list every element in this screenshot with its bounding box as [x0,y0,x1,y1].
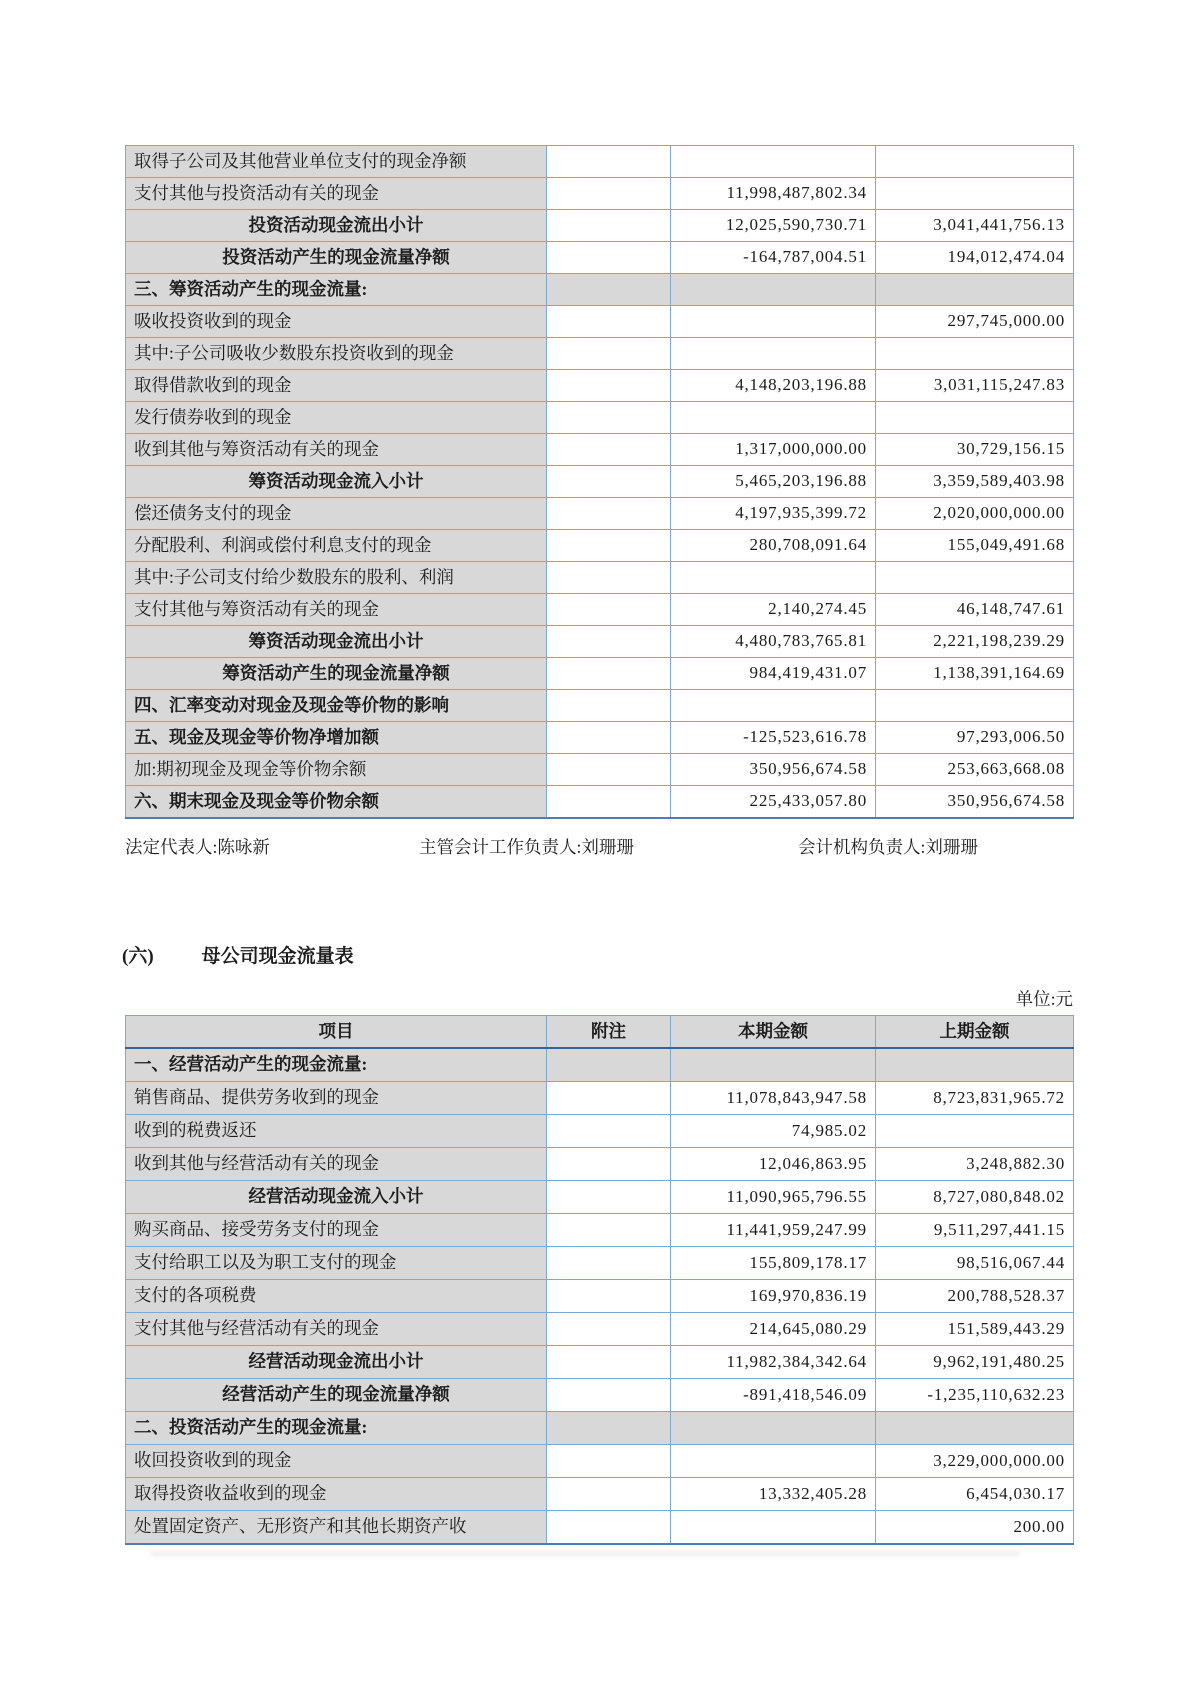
table-row [126,658,1074,690]
note-cell [547,210,671,242]
table-row [126,498,1074,530]
row-label-cell: 发行债券收到的现金 [126,402,547,434]
table-row [126,146,1074,178]
row-label-cell: 六、期末现金及现金等价物余额 [126,786,547,819]
current-amount-cell [671,562,876,594]
table-row [126,1313,1074,1346]
table-row [126,178,1074,210]
row-label-cell: 支付其他与经营活动有关的现金 [126,1313,547,1346]
current-amount-cell: 2,140,274.45 [671,594,876,626]
current-amount-cell: 11,441,959,247.99 [671,1214,876,1247]
current-amount-cell [671,338,876,370]
prior-amount-cell [876,402,1074,434]
table-row [126,626,1074,658]
row-label-cell: 其中:子公司支付给少数股东的股利、利润 [126,562,547,594]
legal-representative-signature: 法定代表人:陈咏新 [125,837,270,857]
note-cell [547,1181,671,1214]
current-amount-cell: 225,433,057.80 [671,786,876,819]
note-cell [547,242,671,274]
note-cell [547,1313,671,1346]
note-cell [547,434,671,466]
note-cell [547,626,671,658]
prior-amount-cell [876,146,1074,178]
current-amount-cell: 155,809,178.17 [671,1247,876,1280]
current-amount-cell [671,1412,876,1445]
note-cell [547,1280,671,1313]
table-row [126,722,1074,754]
row-label-cell: 取得投资收益收到的现金 [126,1478,547,1511]
current-amount-cell: 1,317,000,000.00 [671,434,876,466]
current-amount-cell [671,146,876,178]
row-label-cell: 支付给职工以及为职工支付的现金 [126,1247,547,1280]
scan-shadow-artifact [150,1551,1020,1556]
current-amount-cell [671,274,876,306]
row-label-cell: 支付其他与筹资活动有关的现金 [126,594,547,626]
row-label-cell: 销售商品、提供劳务收到的现金 [126,1082,547,1115]
current-amount-cell [671,1445,876,1478]
header-item: 项目 [126,1016,547,1049]
prior-amount-cell: 297,745,000.00 [876,306,1074,338]
table-row [126,1280,1074,1313]
unit-label: 单位:元 [1015,989,1073,1009]
row-label-cell: 经营活动产生的现金流量净额 [126,1379,547,1412]
prior-amount-cell: 8,727,080,848.02 [876,1181,1074,1214]
consolidated-cash-flow-table-continued [125,145,1074,819]
table-row [126,1115,1074,1148]
current-amount-cell: 214,645,080.29 [671,1313,876,1346]
note-cell [547,370,671,402]
header-row [126,1016,1074,1049]
current-amount-cell: 11,078,843,947.58 [671,1082,876,1115]
row-label-cell: 处置固定资产、无形资产和其他长期资产收 [126,1511,547,1545]
note-cell [547,306,671,338]
prior-amount-cell [876,274,1074,306]
row-label-cell: 投资活动现金流出小计 [126,210,547,242]
current-amount-cell: 4,480,783,765.81 [671,626,876,658]
row-label-cell: 筹资活动现金流入小计 [126,466,547,498]
current-amount-cell: 12,025,590,730.71 [671,210,876,242]
prior-amount-cell: 200,788,528.37 [876,1280,1074,1313]
accounting-department-head-signature: 会计机构负责人:刘珊珊 [798,837,978,857]
prior-amount-cell: 2,020,000,000.00 [876,498,1074,530]
table-row [126,1379,1074,1412]
current-amount-cell: -125,523,616.78 [671,722,876,754]
current-amount-cell: 4,148,203,196.88 [671,370,876,402]
chief-accounting-officer-signature: 主管会计工作负责人:刘珊珊 [419,837,634,857]
note-cell [547,1445,671,1478]
table-row [126,1148,1074,1181]
prior-amount-cell [876,562,1074,594]
table-row [126,1478,1074,1511]
row-label-cell: 投资活动产生的现金流量净额 [126,242,547,274]
table-row [126,210,1074,242]
note-cell [547,1214,671,1247]
note-cell [547,562,671,594]
row-label-cell: 经营活动现金流入小计 [126,1181,547,1214]
row-label-cell: 支付其他与投资活动有关的现金 [126,178,547,210]
table-row [126,370,1074,402]
row-label-cell: 一、经营活动产生的现金流量: [126,1048,547,1082]
section-index: (六) [122,946,154,967]
note-cell [547,1511,671,1545]
prior-amount-cell: 3,041,441,756.13 [876,210,1074,242]
row-label-cell: 三、筹资活动产生的现金流量: [126,274,547,306]
table-row [126,562,1074,594]
prior-amount-cell: 8,723,831,965.72 [876,1082,1074,1115]
current-amount-cell: 280,708,091.64 [671,530,876,562]
section-title: 母公司现金流量表 [201,946,354,967]
prior-amount-cell [876,690,1074,722]
prior-amount-cell: 46,148,747.61 [876,594,1074,626]
note-cell [547,1247,671,1280]
note-cell [547,786,671,819]
prior-amount-cell [876,1115,1074,1148]
note-cell [547,402,671,434]
current-amount-cell [671,306,876,338]
note-cell [547,466,671,498]
table-row [126,1445,1074,1478]
table-row [126,1247,1074,1280]
prior-amount-cell: -1,235,110,632.23 [876,1379,1074,1412]
prior-amount-cell: 350,956,674.58 [876,786,1074,819]
current-amount-cell: 984,419,431.07 [671,658,876,690]
prior-amount-cell: 30,729,156.15 [876,434,1074,466]
row-label-cell: 收到其他与筹资活动有关的现金 [126,434,547,466]
row-label-cell: 加:期初现金及现金等价物余额 [126,754,547,786]
prior-amount-cell: 3,359,589,403.98 [876,466,1074,498]
note-cell [547,498,671,530]
note-cell [547,722,671,754]
note-cell [547,1379,671,1412]
note-cell [547,274,671,306]
table-row [126,1082,1074,1115]
prior-amount-cell: 98,516,067.44 [876,1247,1074,1280]
row-label-cell: 经营活动现金流出小计 [126,1346,547,1379]
prior-amount-cell: 3,229,000,000.00 [876,1445,1074,1478]
note-cell [547,754,671,786]
cash-flow-table-2 [125,1015,1074,1545]
note-cell [547,1048,671,1082]
table-row [126,466,1074,498]
current-amount-cell [671,690,876,722]
row-label-cell: 收到其他与经营活动有关的现金 [126,1148,547,1181]
current-amount-cell [671,402,876,434]
row-label-cell: 四、汇率变动对现金及现金等价物的影响 [126,690,547,722]
prior-amount-cell: 194,012,474.04 [876,242,1074,274]
current-amount-cell: 11,998,487,802.34 [671,178,876,210]
current-amount-cell: 11,090,965,796.55 [671,1181,876,1214]
table-row [126,402,1074,434]
table-row [126,434,1074,466]
note-cell [547,1115,671,1148]
table2-body [126,1048,1074,1544]
row-label-cell: 分配股利、利润或偿付利息支付的现金 [126,530,547,562]
row-label-cell: 二、投资活动产生的现金流量: [126,1412,547,1445]
note-cell [547,530,671,562]
current-amount-cell: 13,332,405.28 [671,1478,876,1511]
row-label-cell: 五、现金及现金等价物净增加额 [126,722,547,754]
row-label-cell: 取得子公司及其他营业单位支付的现金净额 [126,146,547,178]
table1-body [126,146,1074,819]
table-row [126,754,1074,786]
prior-amount-cell: 9,511,297,441.15 [876,1214,1074,1247]
prior-amount-cell: 200.00 [876,1511,1074,1545]
row-label-cell: 支付的各项税费 [126,1280,547,1313]
note-cell [547,1082,671,1115]
note-cell [547,338,671,370]
row-label-cell: 筹资活动产生的现金流量净额 [126,658,547,690]
note-cell [547,1478,671,1511]
header-current-period: 本期金额 [671,1016,876,1049]
row-label-cell: 收到的税费返还 [126,1115,547,1148]
note-cell [547,658,671,690]
row-label-cell: 其中:子公司吸收少数股东投资收到的现金 [126,338,547,370]
current-amount-cell: -891,418,546.09 [671,1379,876,1412]
prior-amount-cell: 1,138,391,164.69 [876,658,1074,690]
prior-amount-cell: 3,031,115,247.83 [876,370,1074,402]
note-cell [547,1148,671,1181]
prior-amount-cell: 97,293,006.50 [876,722,1074,754]
row-label-cell: 取得借款收到的现金 [126,370,547,402]
prior-amount-cell: 3,248,882.30 [876,1148,1074,1181]
table-row [126,1346,1074,1379]
current-amount-cell: 5,465,203,196.88 [671,466,876,498]
note-cell [547,146,671,178]
prior-amount-cell: 253,663,668.08 [876,754,1074,786]
row-label-cell: 吸收投资收到的现金 [126,306,547,338]
current-amount-cell: 350,956,674.58 [671,754,876,786]
table2-header [126,1016,1074,1049]
table-row [126,1214,1074,1247]
table-row [126,530,1074,562]
table-row [126,786,1074,819]
section-header-row [126,1048,1074,1082]
current-amount-cell [671,1048,876,1082]
prior-amount-cell [876,338,1074,370]
note-cell [547,1412,671,1445]
current-amount-cell: 169,970,836.19 [671,1280,876,1313]
current-amount-cell: 12,046,863.95 [671,1148,876,1181]
row-label-cell: 购买商品、接受劳务支付的现金 [126,1214,547,1247]
row-label-cell: 收回投资收到的现金 [126,1445,547,1478]
prior-amount-cell: 151,589,443.29 [876,1313,1074,1346]
table-row [126,242,1074,274]
prior-amount-cell: 2,221,198,239.29 [876,626,1074,658]
table-row [126,338,1074,370]
header-note: 附注 [547,1016,671,1049]
note-cell [547,594,671,626]
table-row [126,1181,1074,1214]
prior-amount-cell: 155,049,491.68 [876,530,1074,562]
table-row [126,690,1074,722]
prior-amount-cell [876,178,1074,210]
section-header-row [126,274,1074,306]
table-row [126,306,1074,338]
note-cell [547,1346,671,1379]
note-cell [547,178,671,210]
current-amount-cell: -164,787,004.51 [671,242,876,274]
prior-amount-cell: 6,454,030.17 [876,1478,1074,1511]
section-heading [122,941,354,968]
table-row [126,594,1074,626]
header-prior-period: 上期金额 [876,1016,1074,1049]
prior-amount-cell: 9,962,191,480.25 [876,1346,1074,1379]
row-label-cell: 偿还债务支付的现金 [126,498,547,530]
cash-flow-table-1 [125,145,1074,819]
parent-company-cash-flow-table [125,1015,1074,1545]
prior-amount-cell [876,1412,1074,1445]
current-amount-cell: 74,985.02 [671,1115,876,1148]
current-amount-cell: 4,197,935,399.72 [671,498,876,530]
note-cell [547,690,671,722]
table-row [126,1511,1074,1545]
current-amount-cell [671,1511,876,1545]
current-amount-cell: 11,982,384,342.64 [671,1346,876,1379]
row-label-cell: 筹资活动现金流出小计 [126,626,547,658]
section-header-row [126,1412,1074,1445]
prior-amount-cell [876,1048,1074,1082]
